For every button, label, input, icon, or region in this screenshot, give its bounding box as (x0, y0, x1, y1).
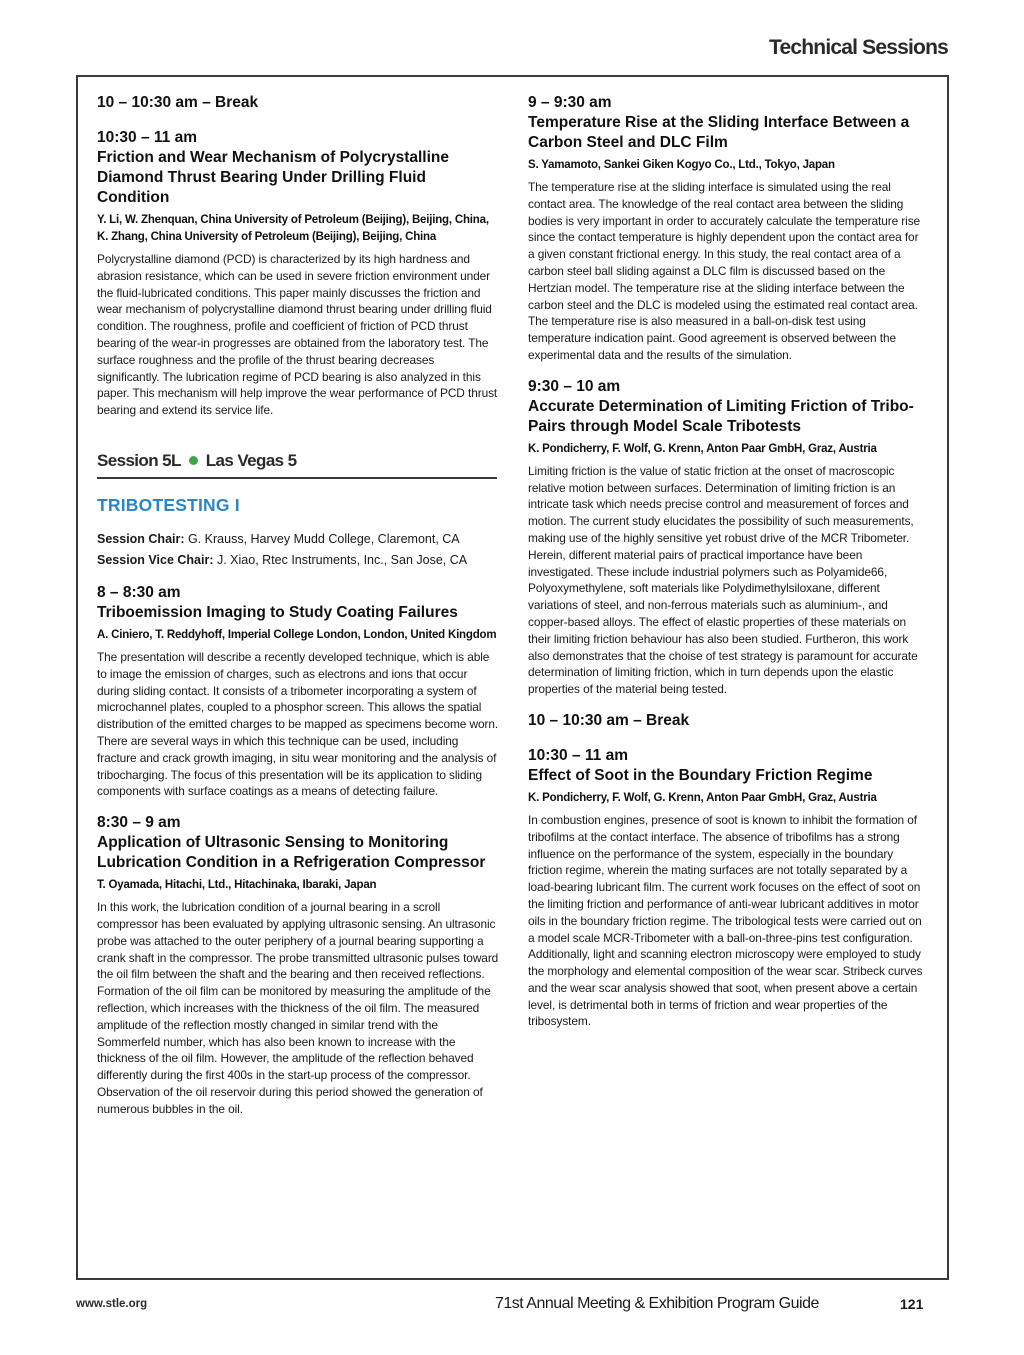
presentation-authors: K. Pondicherry, F. Wolf, G. Krenn, Anton Paar GmbH, Graz, Austria (528, 791, 877, 804)
presentation-title: Temperature Rise at the Sliding Interface Between a Carbon Steel and DLC Film (528, 114, 910, 151)
break-notice: 10 – 10:30 am – Break (528, 711, 690, 729)
presentation-1 (97, 128, 499, 419)
session-vice-chair-value: J. Xiao, Rtec Instruments, Inc., San Jose, CA (216, 552, 468, 567)
bullet-dot-icon (189, 456, 198, 465)
presentation-6 (528, 746, 928, 1030)
page-number: 121 (900, 1296, 924, 1312)
presentation-time: 8 – 8:30 am (97, 583, 181, 601)
break-notice: 10 – 10:30 am – Break (97, 94, 259, 111)
presentation-time: 10:30 – 11 am (97, 129, 197, 146)
session-chair-value: G. Krauss, Harvey Mudd College, Claremont, CA (188, 531, 460, 546)
presentation-authors: T. Oyamada, Hitachi, Ltd., Hitachinaka, Ibaraki, Japan (97, 879, 377, 892)
presentation-abstract: The temperature rise at the sliding interface is simulated using the real contact area. The knowledge of the real contact area between the sliding bodies is very important in order to accurately calculate the temperature rise since the contact temperature is highly dependent upon the contact area for a given constant frictional energy. In this study, the real contact area of a carbon steel ball sliding against a DLC film is discussed based on the Hertzian model. The temperature rise at the sliding interface between the carbon steel and the DLC is modeled using the estimated real contact area. The temperature rise is also measured in a ball-on-disk test using temperature indication paint. Good agreement is observed between the experimental data and the results of the simulation. (528, 180, 921, 362)
left-column (97, 93, 499, 1131)
session-name: TRIBOTESTING I (97, 494, 240, 515)
session-vice-chair (97, 550, 499, 571)
presentation-authors: A. Ciniero, T. Reddyhoff, Imperial College London, London, United Kingdom (97, 628, 497, 641)
presentation-authors: Y. Li, W. Zhenquan, China University of Petroleum (Beijing), Beijing, China, K. Zhang, China University of Petroleum (Beijing), Beijing, China (97, 214, 489, 243)
session-chairs (97, 529, 499, 571)
session-code: Session 5L (97, 450, 181, 470)
presentation-title: Accurate Determination of Limiting Friction of Tribo-Pairs through Model Scale Tribotests (528, 397, 914, 435)
presentation-3 (97, 813, 499, 1117)
presentation-2 (97, 583, 499, 800)
page-header-title: Technical Sessions (769, 36, 948, 59)
presentation-abstract: The presentation will describe a recently developed technique, which is able to image the emission of charges, such as electrons and ions that occur during sliding contact. It consists of a tribometer incorporating a system of microchannel plates, coupled to a phosphor screen. This allows the spatial distribution of the emitted charges to be mapped as specimens become worn. There are several ways in which this technique can be used, including fracture and crack growth imaging, in situ wear monitoring and the analysis of tribocharging. The focus of this presentation will be its application to sliding components with surface coatings as a means of detecting failure. (97, 649, 499, 799)
footer-website: www.stle.org (76, 1298, 148, 1310)
session-heading (97, 451, 497, 479)
presentation-abstract: Limiting friction is the value of static friction at the onset of macroscopic relative motion between surfaces. Determination of limiting friction is an intricate task which needs precise control and measurement of forces and motion. The current study elucidates the possibility of such measurements, making use of the highly sensitive yet robust drive of the MCR Tribometer. Herein, different material pairs of practical importance have been investigated. These include industrial polymers such as Polyamide66, Polyoxymethylene, soft materials like Polydimethylsiloxane, different variations of steel, and non-ferrous materials such as aluminium-, and copper-based alloys. The effect of elastic properties of these materials on their limiting friction behaviour has also been studied. Furtheron, this work also demonstrates that the choise of test strategy is paramount for accurate determination of limiting friction, which in turn depends upon the elastic properties of the material being tested. (528, 463, 918, 697)
presentation-authors: K. Pondicherry, F. Wolf, G. Krenn, Anton Paar GmbH, Graz, Austria (528, 442, 877, 455)
presentation-abstract: In combustion engines, presence of soot is known to inhibit the formation of tribofilms at the contact interface. The absence of tribofilms has a strong influence on the performance of the system, especially in the boundary friction regime, wherein the mating surfaces are not totally separated by a load-bearing lubricant film. The current work focuses on the effect of soot on the limiting friction and performance of anti-wear lubricant additives in motor oils in the boundary friction regime. The tribological tests were carried out on a model scale MCR-Tribometer with a ball-on-three-pins test configuration. Additionally, light and scanning electron microscopy were employed to study the morphology and elemental composition of the wear scar. Stribeck curves and the wear scar analysis showed that soot, when present above a certain level, is detrimental both in terms of friction and wear properties of the tribosystem. (528, 812, 923, 1029)
session-vice-chair-label: Session Vice Chair: (97, 552, 214, 567)
presentation-title: Friction and Wear Mechanism of Polycrystalline Diamond Thrust Bearing Under Drilling Fluid Condition (97, 149, 450, 206)
presentation-4 (528, 93, 928, 364)
presentation-title: Effect of Soot in the Boundary Friction Regime (528, 766, 873, 784)
presentation-time: 9:30 – 10 am (528, 377, 621, 395)
presentation-title: Application of Ultrasonic Sensing to Monitoring Lubrication Condition in a Refrigeration Compressor (97, 834, 486, 872)
presentation-authors: S. Yamamoto, Sankei Giken Kogyo Co., Ltd., Tokyo, Japan (528, 159, 835, 171)
session-room: Las Vegas 5 (205, 450, 297, 470)
presentation-abstract: In this work, the lubrication condition of a journal bearing in a scroll compressor has been evaluated by applying ultrasonic sensing. An ultrasonic probe was attached to the outer periphery of a journal bearing supporting a crank shaft in the compressor. The probe transmitted ultrasonic pulses toward the oil film between the shaft and the bearing and then received reflections. Formation of the oil film can be monitored by measuring the amplitude of the reflection, which increases with the thickness of the oil film. The measured amplitude of the reflection mostly changed in similar trend with the Sommerfeld number, which has also been known to increase with the thickness of the oil film. However, the amplitude of the reflection behaved differently during the first 400s in the start-up process of the compressor. Observation of the oil reservoir during this period showed the generation of numerous bubbles in the oil. (97, 900, 499, 1116)
footer-program-guide: 71st Annual Meeting & Exhibition Program Guide (495, 1295, 819, 1312)
presentation-abstract: Polycrystalline diamond (PCD) is characterized by its high hardness and abrasion resistance, which can be used in severe friction environment under the fluid-lubricated conditions. This paper mainly discusses the friction and wear mechanism of polycrystalline diamond thrust bearing under drilling fluid condition. The roughness, profile and coefficient of friction of PCD thrust bearing of the wear-in progresses are obtained from the laboratory test. The surface roughness and the profile of the thrust bearing decreases significantly. The lubrication regime of PCD bearing is also analyzed in this paper. This mechanism will help improve the wear performance of PCD thrust bearing and extend its service life. (97, 252, 498, 418)
presentation-time: 9 – 9:30 am (528, 94, 612, 111)
presentation-5 (528, 377, 928, 698)
right-column (528, 93, 928, 1043)
presentation-title: Triboemission Imaging to Study Coating Failures (97, 603, 458, 621)
session-chair-label: Session Chair: (97, 531, 185, 546)
presentation-time: 10:30 – 11 am (528, 746, 628, 764)
presentation-time: 8:30 – 9 am (97, 814, 181, 832)
session-chair (97, 529, 499, 550)
